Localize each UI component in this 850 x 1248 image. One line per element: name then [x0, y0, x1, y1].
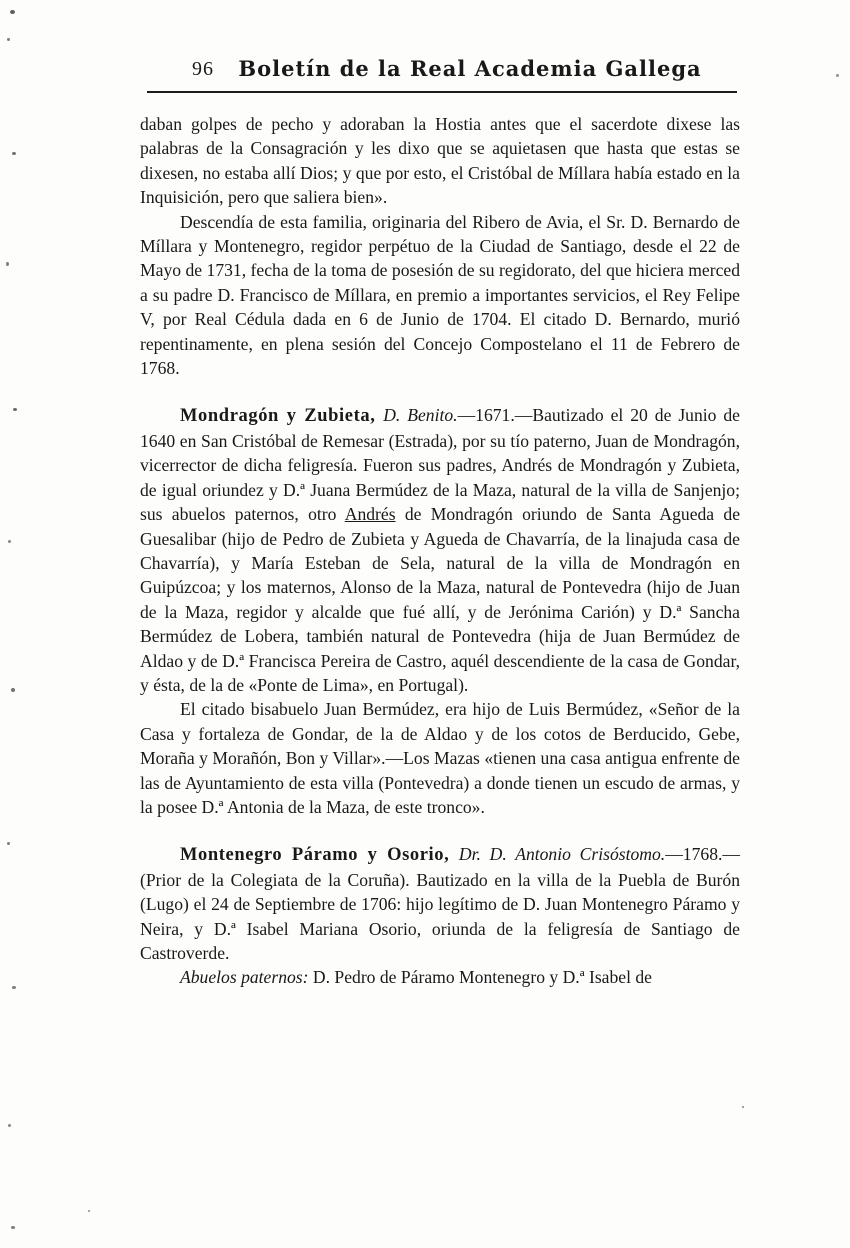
- scan-artifact: [11, 1226, 15, 1229]
- scan-artifact: [12, 152, 16, 155]
- paragraph-text: daban golpes de pecho y adoraban la Hostia antes que el sacerdote dixese las palabras de la Consagración y les dixo que se aquietasen que hasta que estas se dixesen, no estaba allí Dios; y que por esto, el Cristóbal de Míllara había estado en la Inquisición, pero que saliera bien».: [140, 114, 740, 208]
- text-block: [140, 112, 740, 990]
- entry-person: Dr. D. Antonio Crisóstomo.: [458, 844, 666, 865]
- paragraph-text: Descendía de esta familia, originaria del Ribero de Avia, el Sr. D. Bernardo de Míllara y Montenegro, regidor perpétuo de la Ciudad de Santiago, desde el 22 de Mayo de 1731, fecha de la toma de posesión de su regidorato, del que hiciera merced a su padre D. Francisco de Míllara, en premio a importantes servicios, el Rey Felipe V, por Real Cédula dada en 6 de Junio de 1704. El citado D. Bernardo, murió repentinamente, en plena sesión del Concejo Compostelano el 11 de Febrero de 1768.: [140, 211, 740, 379]
- paragraph-descendia: [140, 210, 740, 381]
- scan-artifact: [10, 10, 15, 14]
- entry-text: de Mondragón oriundo de Santa Agueda de Guesalibar (hijo de Pedro de Zubieta y Agueda de Chavarría, de la linajuda casa de Chavarría), y María Esteban de Sela, natural de la villa de Mondragón en Guipúzcoa; y los maternos, Alonso de la Maza, natural de Pontevedra (hijo de Juan de la Maza, regidor y alcalde que fué allí, y de Jerónima Carión) y D.ª Sancha Bermúdez de Lobera, también natural de Pontevedra (hija de Juan Bermúdez de Aldao y de D.ª Francisca Pereira de Castro, aquél descendiente de la casa de Gondar, y ésta, de la de «Ponte de Lima», en Portugal).: [140, 504, 740, 695]
- entry-heading: Mondragón y Zubieta,: [180, 406, 384, 427]
- paragraph-text: D. Pedro de Páramo Montenegro y D.ª Isabel de: [312, 967, 652, 988]
- page-number: 96: [192, 58, 214, 80]
- entry-person: D. Benito.: [383, 405, 458, 426]
- paragraph-bisabuelo: [140, 697, 740, 819]
- underlined-name: Andrés: [344, 504, 396, 525]
- journal-title: Boletín de la Real Academia Gallega: [238, 56, 702, 81]
- scan-artifact: [7, 38, 10, 41]
- scan-artifact: [8, 540, 11, 543]
- entry-montenegro: [140, 842, 740, 965]
- entry-year-separator: —1671.—: [457, 405, 533, 426]
- entry-mondragon: [140, 403, 740, 697]
- paragraph-lead-italic: Abuelos paternos:: [180, 967, 313, 988]
- scan-artifact: [11, 688, 15, 692]
- scan-artifact: [13, 408, 17, 411]
- scan-artifact: [836, 74, 839, 77]
- header-rule: [147, 91, 737, 93]
- entry-text: Bautizado el 20 de Junio de 1640 en San Cristóbal de Remesar (Estrada), por su tío paterno, Juan de Mondragón, vicerrector de dicha feligresía. Fueron sus padres, Andrés de Mondragón y Zubieta, de igual oriundez y D.ª Juana Bermúdez de la Maza, natural de la villa de Sanjenjo; sus abuelos paternos, otro: [140, 405, 740, 525]
- paragraph-abuelos: [140, 965, 740, 989]
- scan-artifact: [8, 1124, 11, 1127]
- entry-heading: Montenegro Páramo y Osorio,: [180, 845, 459, 866]
- scan-artifact: [12, 986, 16, 989]
- entry-text: (Prior de la Colegiata de la Coruña). Bautizado en la villa de la Puebla de Burón (Lugo) el 24 de Septiembre de 1706: hijo legítimo de D. Juan Montenegro Páramo y Neira, y D.ª Isabel Mariana Osorio, oriunda de la feligresía de Santiago de Castroverde.: [140, 869, 740, 963]
- scan-artifact: [88, 1210, 90, 1212]
- scan-artifact: [742, 1106, 744, 1108]
- scan-artifact: [6, 262, 9, 266]
- scan-artifact: [7, 842, 10, 845]
- entry-year-separator: —1768.—: [665, 844, 740, 865]
- paragraph-continuation: [140, 112, 740, 210]
- page-header: [140, 56, 740, 81]
- paragraph-text: El citado bisabuelo Juan Bermúdez, era hijo de Luis Bermúdez, «Señor de la Casa y fortaleza de Gondar, de la de Aldao y de los cotos de Berducido, Gebe, Moraña y Morañón, Bon y Villar».—Los Mazas «tienen una casa antigua enfrente de las de Ayuntamiento de esta villa (Pontevedra) a donde tienen un escudo de armas, y la posee D.ª Antonia de la Maza, de este tronco».: [140, 699, 740, 817]
